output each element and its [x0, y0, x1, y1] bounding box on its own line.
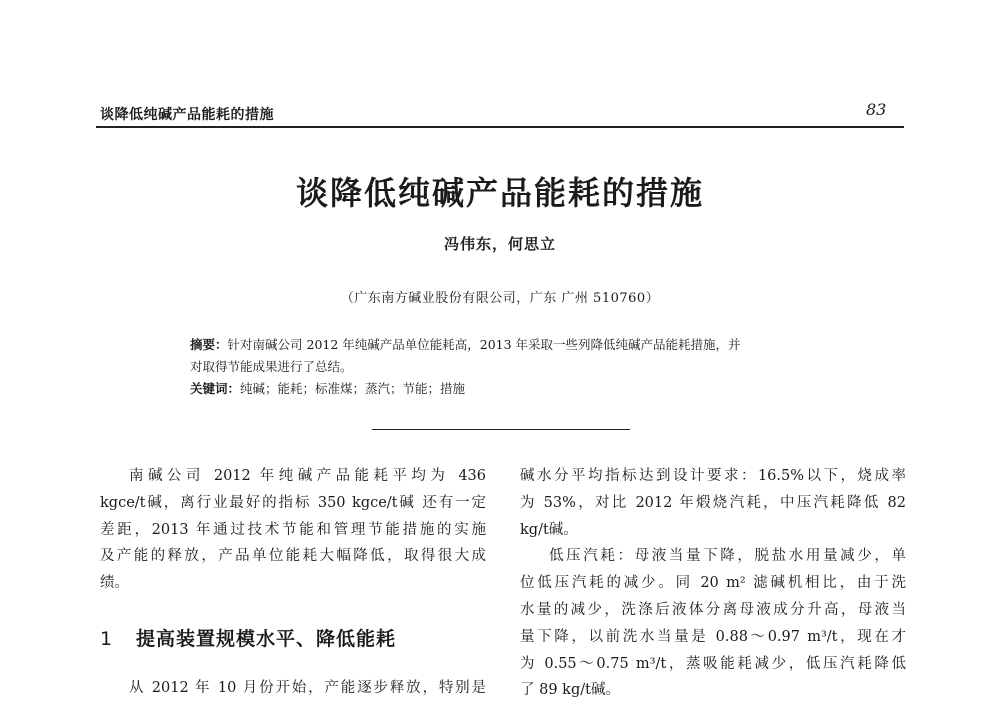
right-paragraph-line: kg/t碱。: [520, 521, 578, 538]
keywords-text: 纯碱；能耗；标准煤；蒸汽；节能；措施: [240, 381, 466, 396]
abstract-divider: [372, 429, 630, 430]
abstract-line-1: [190, 334, 830, 356]
left-paragraph-line: 绩。: [100, 575, 129, 592]
right-paragraph-line: 为 53%，对比 2012 年煅烧汽耗，中压汽耗降低 82: [520, 494, 906, 511]
article-authors: 冯伟东，何思立: [443, 235, 556, 253]
right-paragraph-line: 位低压汽耗的减少。同 20 m² 滤碱机相比，由于洗: [520, 575, 906, 592]
left-paragraph-line: 南碱公司 2012 年纯碱产品能耗平均为 436: [129, 468, 486, 484]
keywords-line: [190, 378, 830, 400]
abstract-block: [190, 334, 830, 400]
left-paragraph-line: kgce/t碱，离行业最好的指标 350 kgce/t碱 还有一定: [100, 494, 486, 511]
right-paragraph-line: 量下降，以前洗水当量是 0.88～0.97 m³/t，现在才: [520, 628, 906, 645]
right-paragraph-line: 水量的减少，洗涤后液体分离母液成分升高，母液当: [520, 601, 906, 618]
section-number: 1: [100, 628, 114, 650]
abstract-text-1: 针对南碱公司 2012 年纯碱产品单位能耗高，2013 年采取一些列降低纯碱产品能耗措施，并: [227, 337, 741, 352]
right-column: [520, 463, 906, 704]
right-paragraph-line: 碱水分平均指标达到设计要求：16.5%以下，烧成率: [520, 468, 906, 484]
running-title: 谈降低纯碱产品能耗的措施: [100, 107, 274, 123]
header-rule: [96, 126, 904, 128]
left-paragraph-line: 及产能的释放，产品单位能耗大幅降低，取得很大成: [100, 548, 486, 565]
page-number: 83: [866, 100, 887, 119]
right-paragraph-line: 了 89 kg/t碱。: [520, 682, 620, 699]
right-paragraph-line: 为 0.55～0.75 m³/t，蒸吸能耗减少，低压汽耗降低: [520, 655, 906, 672]
left-paragraph-line: 从 2012 年 10 月份开始，产能逐步释放，特别是: [129, 680, 486, 696]
left-paragraph-line: 差距，2013 年通过技术节能和管理节能措施的实施: [100, 521, 486, 538]
keywords-label: 关键词：: [190, 381, 241, 396]
right-paragraph-line: 低压汽耗：母液当量下降，脱盐水用量减少，单: [549, 548, 906, 565]
section-heading: [100, 624, 396, 651]
article-affiliation: （广东南方碱业股份有限公司，广东 广州 510760）: [340, 291, 660, 306]
article-title: 谈降低纯碱产品能耗的措施: [295, 174, 704, 212]
abstract-label: 摘要：: [190, 337, 228, 352]
section-title: 提高装置规模水平、降低能耗: [136, 628, 397, 650]
abstract-line-2: 对取得节能成果进行了总结。: [190, 359, 353, 374]
left-column: [100, 463, 486, 597]
